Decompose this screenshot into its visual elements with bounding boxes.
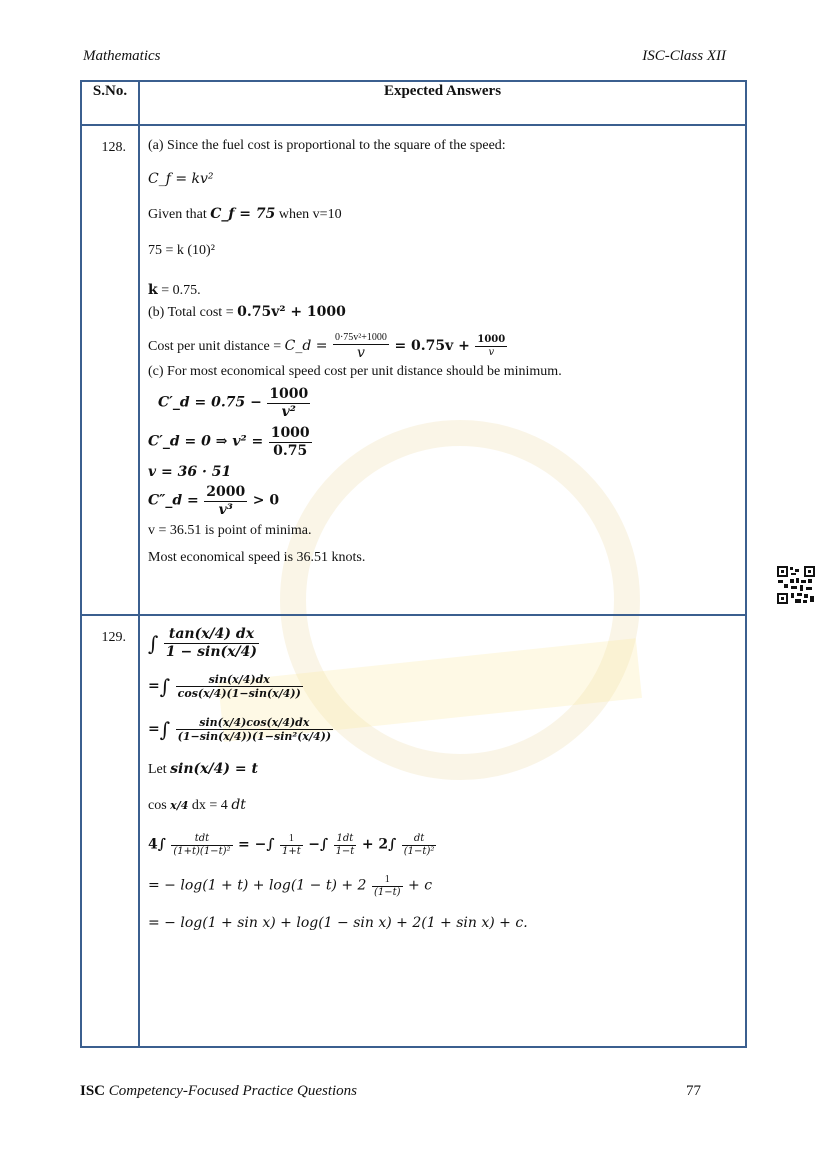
equation: C″_d = $\frac{2000}{\text{v³}}$ > 0 xyxy=(148,484,280,519)
equation: = − log(1 + sin x) + log(1 − sin x) + 2(1 + sin x) + c. xyxy=(148,914,528,931)
table-header-row xyxy=(81,81,746,125)
equation: v = 36 · 51 xyxy=(148,463,232,480)
equation: C′_d = 0 ⇒ v² = $\frac{1000}{0.75}$ xyxy=(148,424,310,459)
page-number: 77 xyxy=(686,1083,701,1099)
equation: =∫ $\frac{\sin(x/4)dx}{\cos(x/4)(1-\sin(x/4))}$ xyxy=(148,672,301,700)
col-answers-header: Expected Answers xyxy=(139,81,746,125)
col-sno-header: S.No. xyxy=(81,81,139,125)
line: v = 36.51 is point of minima. xyxy=(148,522,312,538)
line: cos x/4 dx = 4 dt xyxy=(148,797,246,814)
equation: C′_d = 0.75 − $\frac{1000}{\text{v²}}$ xyxy=(158,386,309,421)
table-row-129 xyxy=(81,615,746,1047)
sno-128: 128. xyxy=(81,125,139,615)
equation: ∫ $\frac{\tan(x/4) dx}{1 - \sin(x/4)}$ xyxy=(148,626,257,660)
footer-title: ISC Competency-Focused Practice Questions xyxy=(80,1083,358,1099)
table-row-128 xyxy=(81,125,746,615)
line: (c) For most economical speed cost per unit distance should be minimum. xyxy=(148,363,562,379)
sno-129: 129. xyxy=(81,615,139,1047)
line: k = 0.75. xyxy=(148,282,201,299)
equation: =∫ $\frac{\sin(x/4)\cos(x/4)dx}{\text{(1−sin(x/4))(1−sin²(x/4))}}$ xyxy=(148,715,332,744)
line: Given that C_f = 75 when v=10 xyxy=(148,205,342,222)
line: 75 = k (10)² xyxy=(148,243,215,259)
line: Cost per unit distance = C_d = $\frac{\text{0·75v²+1000}}{v}$ = 0.75v + $\frac{1000}{v}$ xyxy=(148,331,506,361)
line: Most economical speed is 36.51 knots. xyxy=(148,549,366,565)
line: (a) Since the fuel cost is proportional to the square of the speed: xyxy=(148,138,506,153)
header-class: ISC-Class XII xyxy=(642,48,726,64)
header-subject: Mathematics xyxy=(83,48,161,64)
line: Let sin(x/4) = t xyxy=(148,761,258,778)
equation: 4∫ $\frac{\text{tdt}}{\text{(1+t)(1−t)²}}$ = −∫ $\frac{1}{1+t}$ −∫ $\frac{1dt}{1-t}$ + 2∫ $\frac{dt}{\text{(1−t)²}}$ xyxy=(148,832,435,857)
equation: C_f = kv² xyxy=(148,170,214,187)
answer-128 xyxy=(139,125,746,615)
answers-table xyxy=(80,80,747,1048)
answer-129 xyxy=(139,615,746,1047)
line: (b) Total cost = 0.75v² + 1000 xyxy=(148,303,346,320)
qr-code-icon xyxy=(776,565,816,605)
equation: = − log(1 + t) + log(1 − t) + 2 $\frac{1}{(1-t)}$ + c xyxy=(148,873,433,898)
